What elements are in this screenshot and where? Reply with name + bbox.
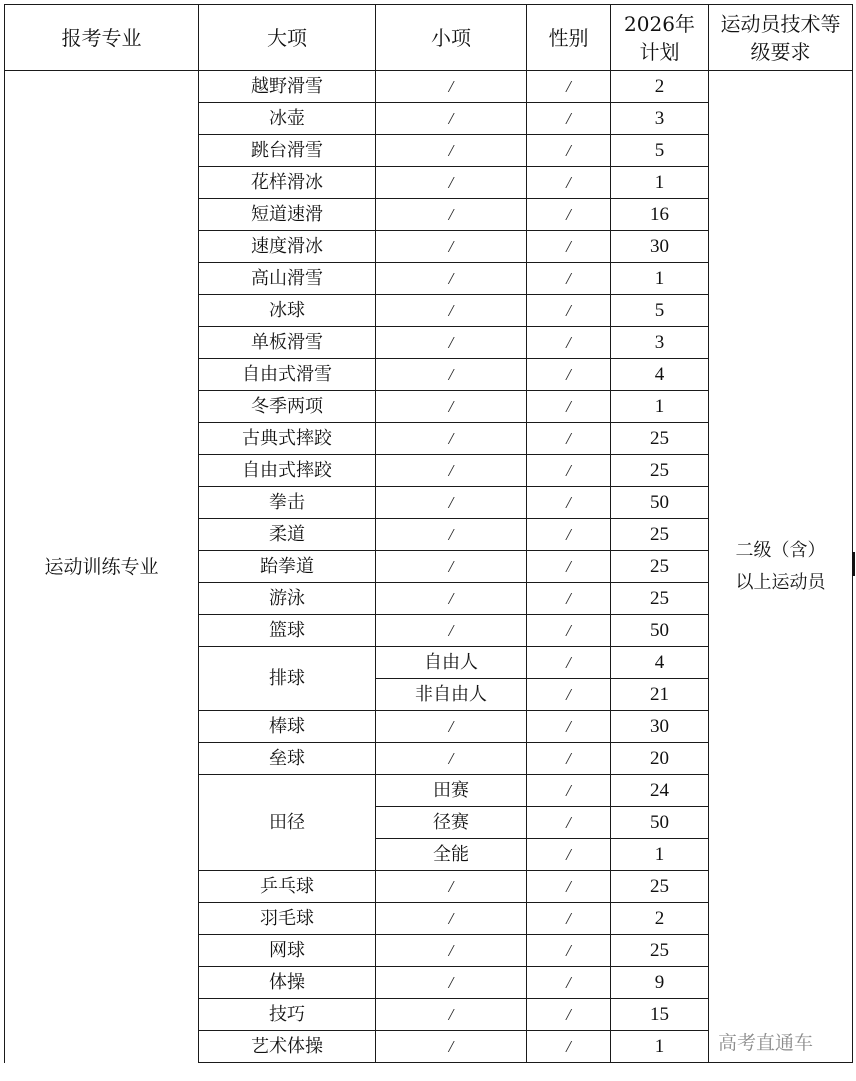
header-requirement: 运动员技术等级要求 — [709, 5, 853, 71]
header-sub-event: 小项 — [376, 5, 527, 71]
plan-count-cell: 3 — [611, 327, 709, 359]
sub-event-cell: / — [376, 711, 527, 743]
plan-count-cell: 25 — [611, 871, 709, 903]
sub-event-cell: / — [376, 999, 527, 1031]
event-cell: 田径 — [199, 775, 376, 871]
plan-count-cell: 50 — [611, 487, 709, 519]
event-cell: 乒乓球 — [199, 871, 376, 903]
event-cell: 冰壶 — [199, 103, 376, 135]
plan-count-cell: 9 — [611, 967, 709, 999]
sub-event-cell: / — [376, 263, 527, 295]
sub-event-cell: / — [376, 487, 527, 519]
sub-event-cell: / — [376, 71, 527, 103]
edge-marker — [852, 552, 855, 576]
event-cell: 棒球 — [199, 711, 376, 743]
event-cell: 高山滑雪 — [199, 263, 376, 295]
plan-count-cell: 1 — [611, 839, 709, 871]
plan-count-cell: 3 — [611, 103, 709, 135]
gender-cell: / — [527, 839, 611, 871]
gender-cell: / — [527, 999, 611, 1031]
sub-event-cell: / — [376, 615, 527, 647]
sub-event-cell: / — [376, 199, 527, 231]
event-cell: 垒球 — [199, 743, 376, 775]
sub-event-cell: / — [376, 135, 527, 167]
sub-event-cell: / — [376, 519, 527, 551]
sub-event-cell: 自由人 — [376, 647, 527, 679]
plan-count-cell: 5 — [611, 135, 709, 167]
plan-count-cell: 25 — [611, 423, 709, 455]
event-cell: 艺术体操 — [199, 1031, 376, 1063]
gender-cell: / — [527, 775, 611, 807]
plan-count-cell: 2 — [611, 903, 709, 935]
sub-event-cell: / — [376, 327, 527, 359]
plan-count-cell: 24 — [611, 775, 709, 807]
plan-count-cell: 30 — [611, 231, 709, 263]
sub-event-cell: 全能 — [376, 839, 527, 871]
gender-cell: / — [527, 103, 611, 135]
sub-event-cell: / — [376, 391, 527, 423]
sub-event-cell: / — [376, 167, 527, 199]
sub-event-cell: / — [376, 583, 527, 615]
gender-cell: / — [527, 455, 611, 487]
sub-event-cell: 径赛 — [376, 807, 527, 839]
gender-cell: / — [527, 807, 611, 839]
gender-cell: / — [527, 583, 611, 615]
gender-cell: / — [527, 135, 611, 167]
gender-cell: / — [527, 71, 611, 103]
event-cell: 篮球 — [199, 615, 376, 647]
event-cell: 跆拳道 — [199, 551, 376, 583]
plan-count-cell: 16 — [611, 199, 709, 231]
sub-event-cell: 田赛 — [376, 775, 527, 807]
table-row — [5, 71, 853, 103]
gender-cell: / — [527, 199, 611, 231]
event-cell: 柔道 — [199, 519, 376, 551]
event-cell: 羽毛球 — [199, 903, 376, 935]
gender-cell: / — [527, 391, 611, 423]
plan-count-cell: 25 — [611, 455, 709, 487]
plan-count-cell: 25 — [611, 935, 709, 967]
plan-count-cell: 1 — [611, 263, 709, 295]
gender-cell: / — [527, 423, 611, 455]
event-cell: 古典式摔跤 — [199, 423, 376, 455]
header-event: 大项 — [199, 5, 376, 71]
gender-cell: / — [527, 1031, 611, 1063]
event-cell: 排球 — [199, 647, 376, 711]
plan-count-cell: 15 — [611, 999, 709, 1031]
plan-count-cell: 2 — [611, 71, 709, 103]
gender-cell: / — [527, 231, 611, 263]
gender-cell: / — [527, 551, 611, 583]
gender-cell: / — [527, 615, 611, 647]
sub-event-cell: / — [376, 423, 527, 455]
sub-event-cell: / — [376, 935, 527, 967]
sub-event-cell: / — [376, 967, 527, 999]
header-major: 报考专业 — [5, 5, 199, 71]
gender-cell: / — [527, 263, 611, 295]
enrollment-plan-table — [4, 4, 853, 1063]
sub-event-cell: / — [376, 903, 527, 935]
plan-count-cell: 4 — [611, 359, 709, 391]
major-cell: 运动训练专业 — [5, 71, 199, 1063]
sub-event-cell: / — [376, 295, 527, 327]
watermark: 高考直通车 — [718, 1032, 814, 1054]
gender-cell: / — [527, 327, 611, 359]
event-cell: 自由式滑雪 — [199, 359, 376, 391]
event-cell: 网球 — [199, 935, 376, 967]
event-cell: 花样滑冰 — [199, 167, 376, 199]
plan-count-cell: 25 — [611, 551, 709, 583]
event-cell: 技巧 — [199, 999, 376, 1031]
sub-event-cell: / — [376, 551, 527, 583]
requirement-cell: 二级（含）以上运动员 — [709, 71, 853, 1063]
plan-count-cell: 25 — [611, 583, 709, 615]
gender-cell: / — [527, 359, 611, 391]
sub-event-cell: / — [376, 455, 527, 487]
header-row — [5, 5, 853, 71]
plan-count-cell: 30 — [611, 711, 709, 743]
event-cell: 游泳 — [199, 583, 376, 615]
gender-cell: / — [527, 871, 611, 903]
event-cell: 短道速滑 — [199, 199, 376, 231]
sub-event-cell: 非自由人 — [376, 679, 527, 711]
plan-count-cell: 4 — [611, 647, 709, 679]
gender-cell: / — [527, 647, 611, 679]
plan-count-cell: 1 — [611, 1031, 709, 1063]
plan-count-cell: 50 — [611, 807, 709, 839]
gender-cell: / — [527, 295, 611, 327]
event-cell: 单板滑雪 — [199, 327, 376, 359]
sub-event-cell: / — [376, 743, 527, 775]
gender-cell: / — [527, 711, 611, 743]
gender-cell: / — [527, 167, 611, 199]
gender-cell: / — [527, 967, 611, 999]
sub-event-cell: / — [376, 103, 527, 135]
sub-event-cell: / — [376, 871, 527, 903]
event-cell: 跳台滑雪 — [199, 135, 376, 167]
plan-count-cell: 1 — [611, 391, 709, 423]
header-plan: 2026年计划 — [611, 5, 709, 71]
sub-event-cell: / — [376, 1031, 527, 1063]
event-cell: 冰球 — [199, 295, 376, 327]
plan-count-cell: 1 — [611, 167, 709, 199]
header-gender: 性别 — [527, 5, 611, 71]
sub-event-cell: / — [376, 231, 527, 263]
event-cell: 自由式摔跤 — [199, 455, 376, 487]
gender-cell: / — [527, 679, 611, 711]
plan-count-cell: 5 — [611, 295, 709, 327]
gender-cell: / — [527, 903, 611, 935]
event-cell: 冬季两项 — [199, 391, 376, 423]
plan-count-cell: 21 — [611, 679, 709, 711]
sub-event-cell: / — [376, 359, 527, 391]
gender-cell: / — [527, 487, 611, 519]
event-cell: 速度滑冰 — [199, 231, 376, 263]
plan-count-cell: 25 — [611, 519, 709, 551]
gender-cell: / — [527, 743, 611, 775]
plan-count-cell: 20 — [611, 743, 709, 775]
gender-cell: / — [527, 519, 611, 551]
event-cell: 体操 — [199, 967, 376, 999]
event-cell: 拳击 — [199, 487, 376, 519]
gender-cell: / — [527, 935, 611, 967]
plan-count-cell: 50 — [611, 615, 709, 647]
event-cell: 越野滑雪 — [199, 71, 376, 103]
